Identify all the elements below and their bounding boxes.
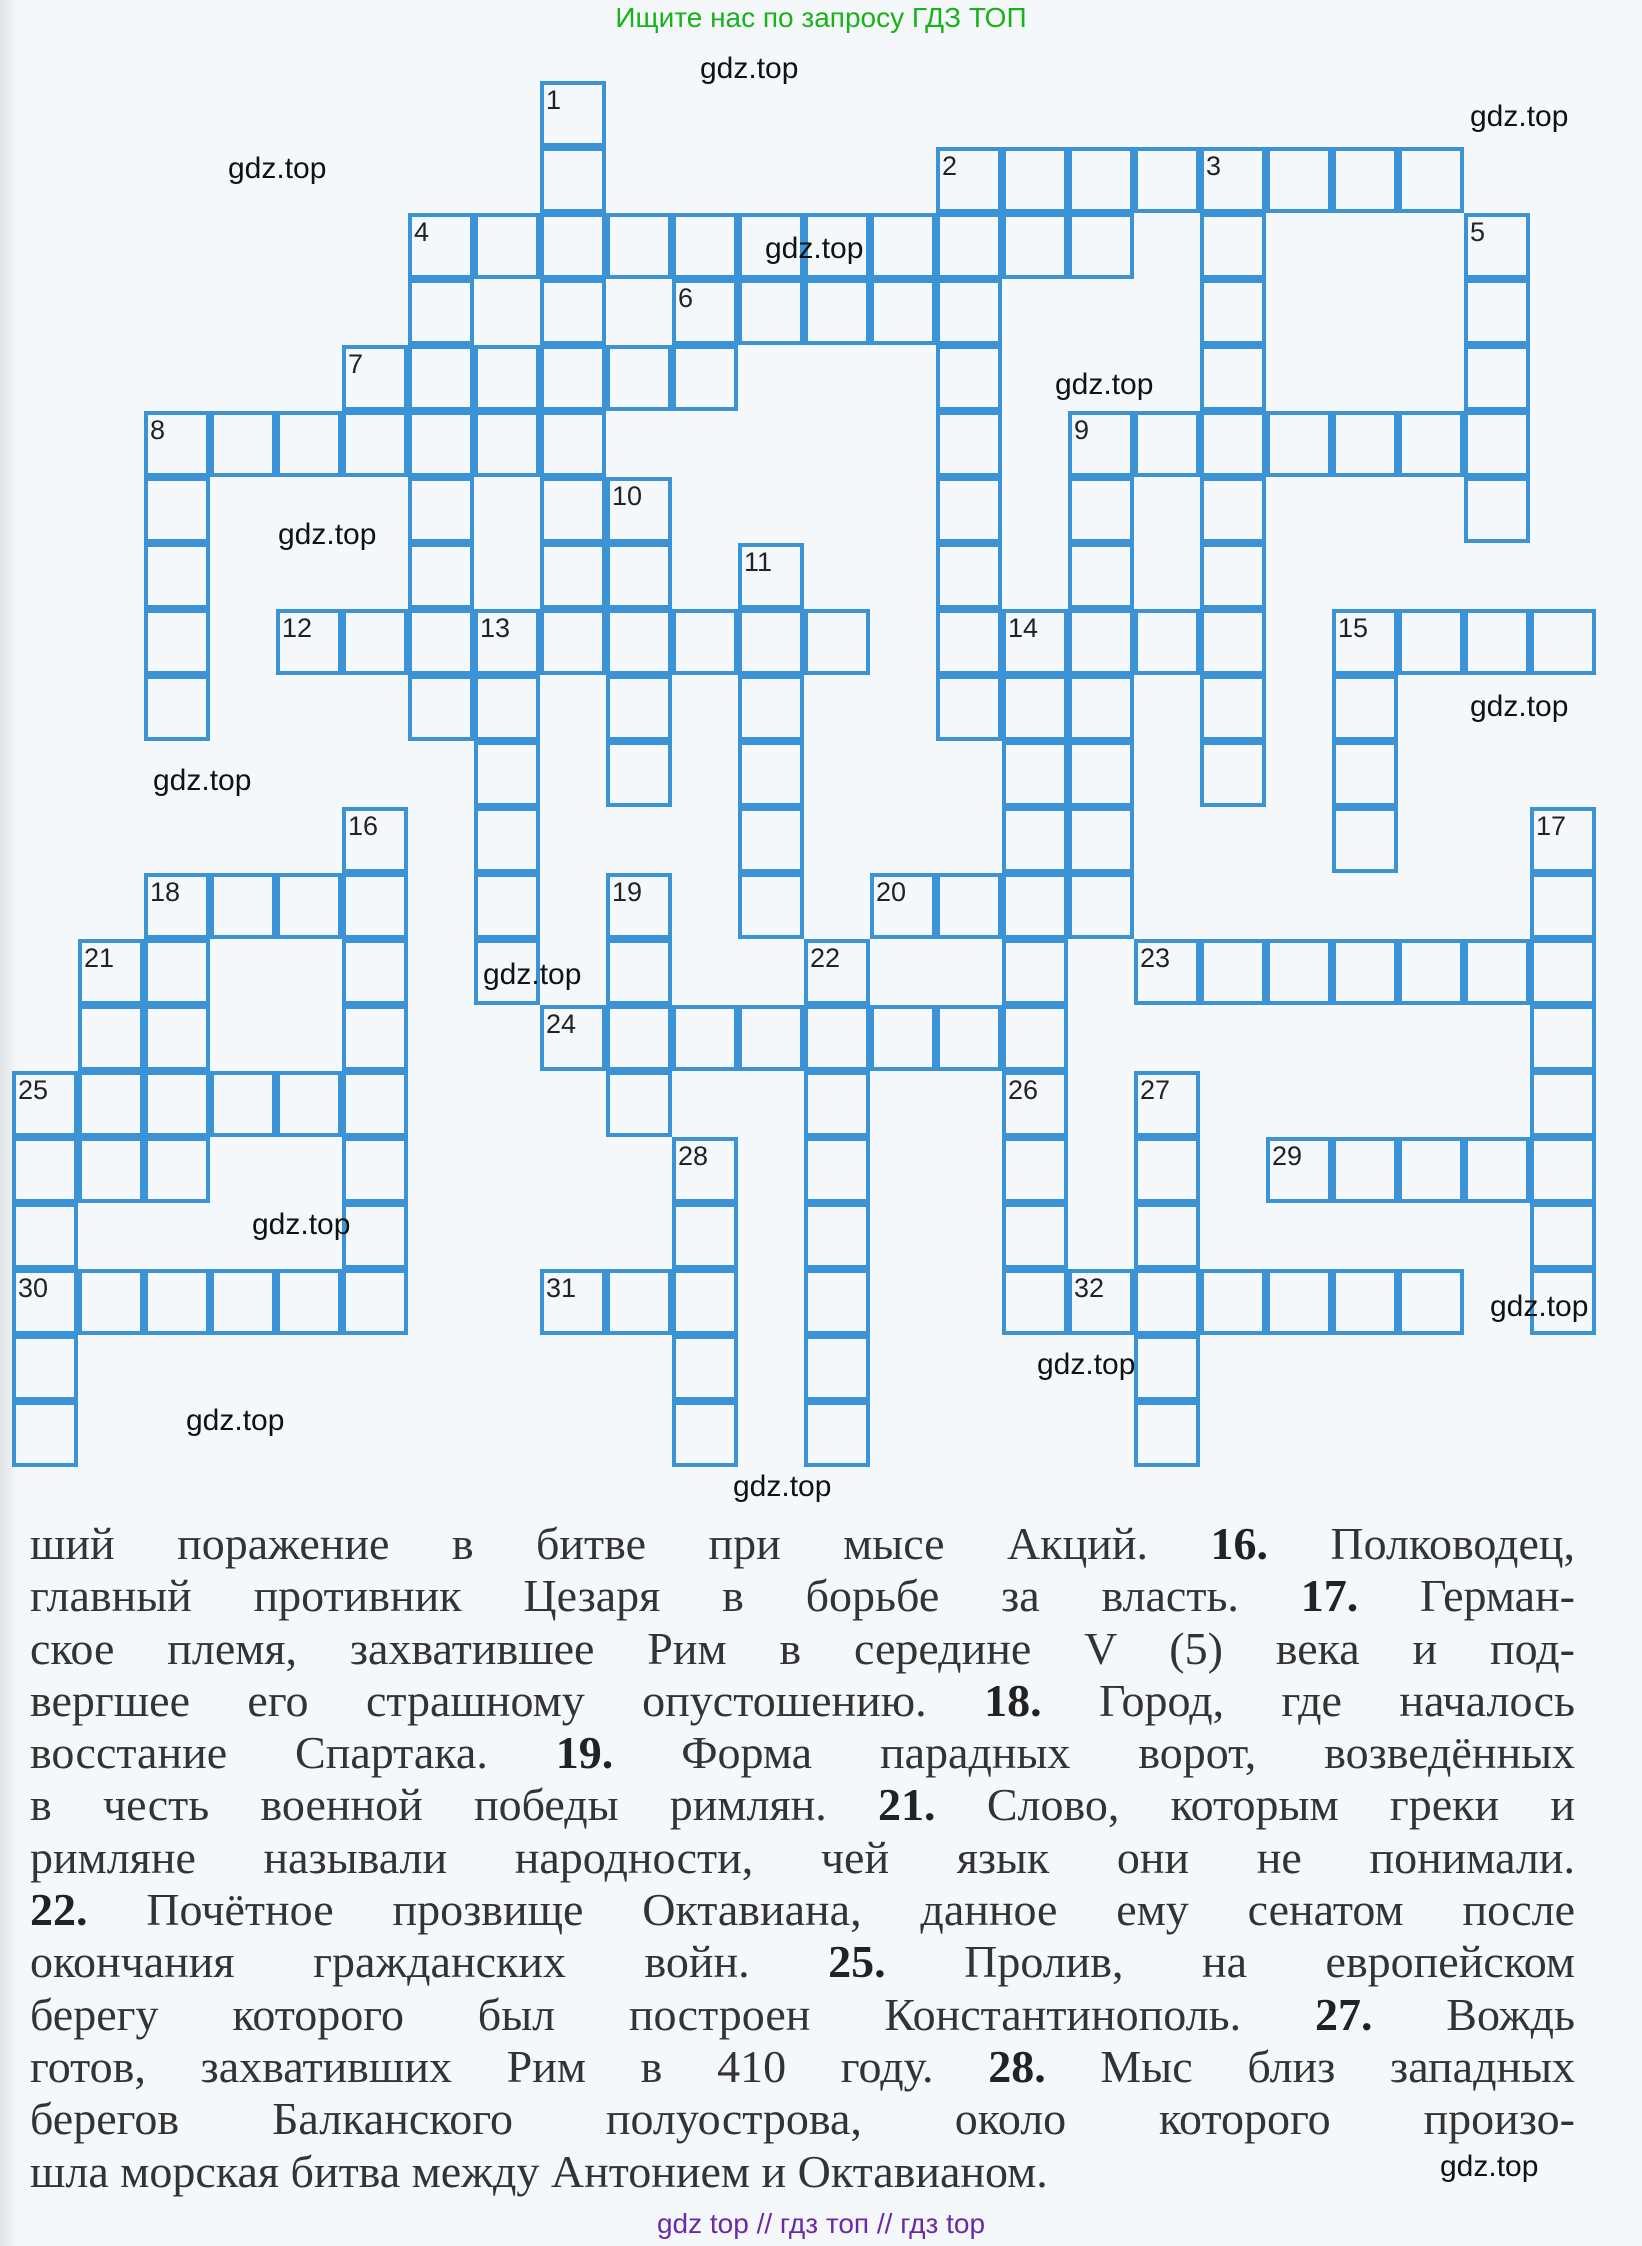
crossword-cell[interactable] xyxy=(936,873,1002,939)
crossword-cell[interactable] xyxy=(606,543,672,609)
clue-text-segment: берегов Балканского полуострова, около которого произо- xyxy=(30,2093,1575,2145)
crossword-cell[interactable] xyxy=(1332,741,1398,807)
crossword-cell[interactable] xyxy=(606,1005,672,1071)
crossword-cell[interactable] xyxy=(804,609,870,675)
crossword-cell[interactable] xyxy=(342,1137,408,1203)
crossword-cell[interactable] xyxy=(276,873,342,939)
clue-text-segment: Город, где началось xyxy=(1041,1674,1575,1726)
clue-number-bold: 18. xyxy=(984,1674,1042,1726)
crossword-cell[interactable] xyxy=(804,1071,870,1137)
clue-line xyxy=(30,2041,1575,2093)
clue-number: 6 xyxy=(678,283,694,313)
crossword-cell[interactable] xyxy=(672,1203,738,1269)
clue-number: 11 xyxy=(744,547,773,577)
crossword-cell[interactable] xyxy=(1332,675,1398,741)
clue-number: 28 xyxy=(678,1141,709,1171)
crossword-cell[interactable] xyxy=(276,1269,342,1335)
watermark-text: gdz.top xyxy=(1470,100,1569,133)
clue-line xyxy=(30,1675,1575,1727)
crossword-cell[interactable] xyxy=(1266,1269,1332,1335)
clue-number: 30 xyxy=(18,1273,49,1303)
crossword-cell[interactable] xyxy=(1200,939,1266,1005)
crossword-cell[interactable] xyxy=(342,873,408,939)
crossword-cell[interactable] xyxy=(144,1269,210,1335)
watermark-text: gdz.top xyxy=(1037,1348,1136,1381)
clue-number: 25 xyxy=(18,1075,49,1105)
crossword-cell[interactable] xyxy=(1134,1335,1200,1401)
clue-number: 15 xyxy=(1338,613,1369,643)
crossword-cell[interactable] xyxy=(1200,345,1266,411)
crossword-cell[interactable] xyxy=(1398,1137,1464,1203)
crossword-cell[interactable] xyxy=(1134,1401,1200,1467)
crossword-cell[interactable] xyxy=(474,873,540,939)
clue-text-segment: римляне называли народности, чей язык они не понимали. xyxy=(30,1831,1575,1883)
crossword-cell[interactable] xyxy=(342,609,408,675)
clue-line xyxy=(30,2146,1575,2198)
crossword-cell[interactable] xyxy=(804,279,870,345)
clue-number-bold: 16. xyxy=(1210,1518,1268,1569)
crossword-cell[interactable] xyxy=(1134,1269,1200,1335)
crossword-cell[interactable] xyxy=(474,807,540,873)
crossword-cell[interactable] xyxy=(936,345,1002,411)
footer-links: gdz top // гдз топ // гдз top xyxy=(656,2208,986,2239)
crossword-cell[interactable] xyxy=(870,279,936,345)
clue-number-bold: 28. xyxy=(988,2040,1046,2092)
crossword-cell[interactable] xyxy=(936,213,1002,279)
crossword-cell[interactable] xyxy=(738,279,804,345)
crossword-cell[interactable] xyxy=(804,1005,870,1071)
crossword-cell[interactable] xyxy=(78,1071,144,1137)
search-banner: Ищите нас по запросу ГДЗ ТОП xyxy=(615,2,1027,33)
crossword-cell[interactable] xyxy=(78,1005,144,1071)
crossword-cell[interactable] xyxy=(606,741,672,807)
crossword-cell[interactable] xyxy=(1068,147,1134,213)
crossword-cell[interactable] xyxy=(1002,1269,1068,1335)
crossword-cell[interactable] xyxy=(672,1335,738,1401)
crossword-cell[interactable] xyxy=(144,1137,210,1203)
crossword-cell[interactable] xyxy=(672,1005,738,1071)
crossword-cell[interactable] xyxy=(1398,939,1464,1005)
clue-line xyxy=(30,1779,1575,1831)
crossword-cell[interactable] xyxy=(1332,939,1398,1005)
crossword-cell[interactable] xyxy=(936,1005,1002,1071)
clue-line xyxy=(30,1518,1575,1570)
crossword-cell[interactable] xyxy=(1002,939,1068,1005)
crossword-cell[interactable] xyxy=(1068,213,1134,279)
crossword-cell[interactable] xyxy=(540,345,606,411)
crossword-cell[interactable] xyxy=(540,477,606,543)
crossword-cell[interactable] xyxy=(804,1401,870,1467)
clue-text-segment: Вождь xyxy=(1372,1988,1575,2040)
clue-text-segment: шла морская битва между Антонием и Октавианом. xyxy=(30,2145,1048,2197)
crossword-cell[interactable] xyxy=(1530,1203,1596,1269)
clue-number: 21 xyxy=(84,943,115,973)
clue-line xyxy=(30,1989,1575,2041)
crossword-cell[interactable] xyxy=(408,345,474,411)
clue-line xyxy=(30,1832,1575,1884)
crossword-cell[interactable] xyxy=(1002,1203,1068,1269)
watermark-text: gdz.top xyxy=(228,152,327,185)
crossword-cell[interactable] xyxy=(1464,1137,1530,1203)
crossword-cell[interactable] xyxy=(936,675,1002,741)
clue-number: 26 xyxy=(1008,1075,1039,1105)
clue-number: 9 xyxy=(1074,415,1090,445)
crossword-cell[interactable] xyxy=(1464,477,1530,543)
crossword-cell[interactable] xyxy=(870,1005,936,1071)
crossword-cell[interactable] xyxy=(1332,411,1398,477)
crossword-cell[interactable] xyxy=(870,213,936,279)
crossword-cell[interactable] xyxy=(1464,411,1530,477)
crossword-cell[interactable] xyxy=(1464,939,1530,1005)
crossword-cell[interactable] xyxy=(1200,213,1266,279)
clue-number: 23 xyxy=(1140,943,1171,973)
crossword-cell[interactable] xyxy=(78,1137,144,1203)
watermark-text: gdz.top xyxy=(483,958,582,991)
crossword-cell[interactable] xyxy=(12,1335,78,1401)
crossword-cell[interactable] xyxy=(1200,477,1266,543)
clue-line xyxy=(30,1623,1575,1675)
clue-number: 27 xyxy=(1140,1075,1171,1105)
crossword-cell[interactable] xyxy=(1266,411,1332,477)
crossword-cell[interactable] xyxy=(474,213,540,279)
clue-number: 32 xyxy=(1074,1273,1105,1303)
crossword-cell[interactable] xyxy=(1200,543,1266,609)
clue-text-segment: Слово, которым греки и xyxy=(935,1779,1575,1831)
crossword-cell[interactable] xyxy=(936,477,1002,543)
crossword-cell[interactable] xyxy=(606,345,672,411)
crossword-cell[interactable] xyxy=(540,279,606,345)
crossword-cell[interactable] xyxy=(606,1269,672,1335)
crossword-cell[interactable] xyxy=(1134,1137,1200,1203)
crossword-cell[interactable] xyxy=(342,1005,408,1071)
crossword-cell[interactable] xyxy=(276,1071,342,1137)
crossword-cell[interactable] xyxy=(1002,807,1068,873)
crossword-cell[interactable] xyxy=(408,477,474,543)
crossword-cell[interactable] xyxy=(1530,1005,1596,1071)
crossword-cell[interactable] xyxy=(606,675,672,741)
watermark-text: gdz.top xyxy=(153,764,252,797)
crossword-cell[interactable] xyxy=(540,543,606,609)
crossword-cell[interactable] xyxy=(1266,147,1332,213)
clue-number-bold: 27. xyxy=(1314,1988,1373,2040)
crossword-cell[interactable] xyxy=(342,1203,408,1269)
crossword-cell[interactable] xyxy=(144,1071,210,1137)
crossword-cell[interactable] xyxy=(342,1269,408,1335)
clue-text-segment: Мыс близ западных xyxy=(1045,2040,1575,2092)
crossword-cell[interactable] xyxy=(12,1401,78,1467)
crossword-cell[interactable] xyxy=(1200,741,1266,807)
crossword-cell[interactable] xyxy=(804,1335,870,1401)
crossword-cell[interactable] xyxy=(1200,279,1266,345)
clue-number: 29 xyxy=(1272,1141,1303,1171)
crossword-cell[interactable] xyxy=(606,609,672,675)
crossword-cell[interactable] xyxy=(1134,411,1200,477)
clue-number: 7 xyxy=(348,349,364,379)
clue-line xyxy=(30,1936,1575,1988)
crossword-cell[interactable] xyxy=(144,1005,210,1071)
crossword-cell[interactable] xyxy=(1530,1137,1596,1203)
crossword-cell[interactable] xyxy=(474,345,540,411)
crossword-cell[interactable] xyxy=(1002,147,1068,213)
crossword-cell[interactable] xyxy=(1266,939,1332,1005)
clue-text-segment: вергшее его страшному опустошению. xyxy=(30,1674,985,1726)
crossword-cell[interactable] xyxy=(1398,411,1464,477)
clue-text-segment: главный противник Цезаря в борьбе за власть. xyxy=(30,1570,1301,1622)
crossword-cell[interactable] xyxy=(474,741,540,807)
crossword-cell[interactable] xyxy=(540,411,606,477)
crossword-cell[interactable] xyxy=(342,1071,408,1137)
crossword-cell[interactable] xyxy=(1200,609,1266,675)
crossword-cell[interactable] xyxy=(144,477,210,543)
crossword-cell[interactable] xyxy=(1200,411,1266,477)
crossword-cell[interactable] xyxy=(12,1203,78,1269)
crossword-cell[interactable] xyxy=(144,609,210,675)
clue-number: 1 xyxy=(546,85,562,115)
crossword-cell[interactable] xyxy=(1332,807,1398,873)
crossword-cell[interactable] xyxy=(1002,741,1068,807)
clue-number: 5 xyxy=(1470,217,1486,247)
crossword-cell[interactable] xyxy=(210,411,276,477)
crossword-cell[interactable] xyxy=(606,213,672,279)
crossword-cell[interactable] xyxy=(1068,543,1134,609)
crossword-cell[interactable] xyxy=(936,609,1002,675)
crossword-cell[interactable] xyxy=(804,1137,870,1203)
clue-number: 16 xyxy=(348,811,379,841)
crossword-cell[interactable] xyxy=(672,213,738,279)
clue-text-segment: ший поражение в битве при мысе Акций. xyxy=(30,1518,1211,1569)
crossword-cell[interactable] xyxy=(12,1137,78,1203)
crossword-cell[interactable] xyxy=(936,411,1002,477)
crossword-cell[interactable] xyxy=(1464,345,1530,411)
watermark-text: gdz.top xyxy=(700,52,799,85)
crossword-cell[interactable] xyxy=(1530,939,1596,1005)
crossword-cell[interactable] xyxy=(738,1005,804,1071)
crossword-cell[interactable] xyxy=(408,279,474,345)
crossword-cell[interactable] xyxy=(1068,741,1134,807)
crossword-cell[interactable] xyxy=(474,675,540,741)
crossword-cell[interactable] xyxy=(210,1071,276,1137)
crossword-cell[interactable] xyxy=(1068,873,1134,939)
clue-number: 20 xyxy=(876,877,907,907)
clue-number: 3 xyxy=(1206,151,1222,181)
clue-text-segment: готов, захвативших Рим в 410 году. xyxy=(30,2040,989,2092)
clue-number: 8 xyxy=(150,415,166,445)
clue-text-segment: восстание Спартака. xyxy=(30,1727,556,1779)
clue-line xyxy=(30,1570,1575,1622)
crossword-cell[interactable] xyxy=(738,675,804,741)
crossword-cell[interactable] xyxy=(936,279,1002,345)
crossword-cell[interactable] xyxy=(1002,1137,1068,1203)
crossword-cell[interactable] xyxy=(1068,807,1134,873)
crossword-cell[interactable] xyxy=(738,807,804,873)
crossword-cell[interactable] xyxy=(474,411,540,477)
crossword-cell[interactable] xyxy=(144,675,210,741)
crossword-cell[interactable] xyxy=(540,147,606,213)
crossword-cell[interactable] xyxy=(144,543,210,609)
clue-line xyxy=(30,1884,1575,1936)
crossword-cell[interactable] xyxy=(1068,675,1134,741)
clue-text xyxy=(30,1518,1575,2198)
crossword-cell[interactable] xyxy=(78,1269,144,1335)
crossword-cell[interactable] xyxy=(1200,1269,1266,1335)
crossword-cell[interactable] xyxy=(1464,279,1530,345)
crossword-cell[interactable] xyxy=(1464,609,1530,675)
crossword-cell[interactable] xyxy=(1332,147,1398,213)
watermark-text: gdz.top xyxy=(1470,690,1569,723)
crossword-cell[interactable] xyxy=(1332,1137,1398,1203)
clue-number: 10 xyxy=(612,481,643,511)
clue-text-segment: Герман- xyxy=(1358,1570,1575,1622)
crossword-cell[interactable] xyxy=(144,939,210,1005)
clue-text-segment: окончания гражданских войн. xyxy=(30,1936,829,1988)
crossword-cell[interactable] xyxy=(804,1269,870,1335)
watermark-text: gdz.top xyxy=(765,232,864,265)
crossword-cell[interactable] xyxy=(738,873,804,939)
clue-number: 17 xyxy=(1536,811,1567,841)
watermark-text: gdz.top xyxy=(1055,368,1154,401)
crossword-cell[interactable] xyxy=(606,1071,672,1137)
clue-line xyxy=(30,1727,1575,1779)
crossword-cell[interactable] xyxy=(1002,1005,1068,1071)
clue-number-bold: 17. xyxy=(1300,1570,1359,1622)
crossword-cell[interactable] xyxy=(1002,873,1068,939)
crossword-cell[interactable] xyxy=(1002,675,1068,741)
crossword-cell[interactable] xyxy=(1332,1269,1398,1335)
crossword-cell[interactable] xyxy=(540,213,606,279)
clue-number-bold: 19. xyxy=(555,1727,614,1779)
crossword-cell[interactable] xyxy=(1068,477,1134,543)
clue-number: 14 xyxy=(1008,613,1039,643)
clue-number-bold: 21. xyxy=(878,1779,936,1831)
crossword-cell[interactable] xyxy=(606,939,672,1005)
clue-number: 22 xyxy=(810,943,841,973)
clue-text-segment: Пролив, на европейском xyxy=(885,1936,1575,1988)
crossword-cell[interactable] xyxy=(408,609,474,675)
clue-number: 24 xyxy=(546,1009,577,1039)
crossword-cell[interactable] xyxy=(1002,213,1068,279)
clue-number-bold: 25. xyxy=(828,1936,886,1988)
crossword-cell[interactable] xyxy=(1530,1071,1596,1137)
clue-text-segment: Форма парадных ворот, возведённых xyxy=(613,1727,1575,1779)
clue-number: 13 xyxy=(480,613,511,643)
watermark-text: gdz.top xyxy=(252,1208,351,1241)
clue-number: 31 xyxy=(546,1273,577,1303)
crossword-cell[interactable] xyxy=(738,609,804,675)
clue-text-segment: Полководец, xyxy=(1267,1518,1575,1569)
clue-number: 4 xyxy=(414,217,430,247)
crossword-cell[interactable] xyxy=(408,411,474,477)
crossword-cell[interactable] xyxy=(1398,1269,1464,1335)
crossword-cell[interactable] xyxy=(408,675,474,741)
clue-number: 18 xyxy=(150,877,181,907)
crossword-cell[interactable] xyxy=(1398,609,1464,675)
crossword-cell[interactable] xyxy=(210,1269,276,1335)
crossword-cell[interactable] xyxy=(1134,1203,1200,1269)
watermark-text: gdz.top xyxy=(1440,2150,1539,2183)
crossword-cell[interactable] xyxy=(1398,147,1464,213)
clue-text-segment: берегу которого был построен Константинополь. xyxy=(30,1988,1315,2040)
crossword-cell[interactable] xyxy=(276,411,342,477)
clue-text-segment: Почётное прозвище Октавиана, данное ему сенатом после xyxy=(87,1884,1575,1936)
crossword-cell[interactable] xyxy=(672,345,738,411)
crossword-cell[interactable] xyxy=(1200,675,1266,741)
clue-text-segment: ское племя, захватившее Рим в середине V (5) века и под- xyxy=(30,1622,1575,1674)
clue-number: 19 xyxy=(612,877,643,907)
clue-number-bold: 22. xyxy=(30,1884,88,1936)
crossword-cell[interactable] xyxy=(738,741,804,807)
watermark-text: gdz.top xyxy=(278,518,377,551)
crossword-cell[interactable] xyxy=(672,1269,738,1335)
watermark-text: gdz.top xyxy=(1490,1290,1589,1323)
crossword-cell[interactable] xyxy=(1068,609,1134,675)
crossword-cell[interactable] xyxy=(210,873,276,939)
clue-line xyxy=(30,2093,1575,2145)
clue-text-segment: в честь военной победы римлян. xyxy=(30,1779,879,1831)
crossword-cell[interactable] xyxy=(672,1401,738,1467)
crossword-cell[interactable] xyxy=(936,543,1002,609)
crossword-cell[interactable] xyxy=(540,609,606,675)
crossword-cell[interactable] xyxy=(408,543,474,609)
watermark-text: gdz.top xyxy=(733,1470,832,1503)
clue-number: 2 xyxy=(942,151,958,181)
crossword-cell[interactable] xyxy=(342,411,408,477)
crossword-cell[interactable] xyxy=(1530,873,1596,939)
crossword-cell[interactable] xyxy=(804,1203,870,1269)
crossword-cell[interactable] xyxy=(1134,147,1200,213)
crossword-cell[interactable] xyxy=(342,939,408,1005)
crossword-cell[interactable] xyxy=(672,609,738,675)
crossword-cell[interactable] xyxy=(1134,609,1200,675)
watermark-text: gdz.top xyxy=(186,1404,285,1437)
crossword-cell[interactable] xyxy=(1530,609,1596,675)
clue-number: 12 xyxy=(282,613,313,643)
